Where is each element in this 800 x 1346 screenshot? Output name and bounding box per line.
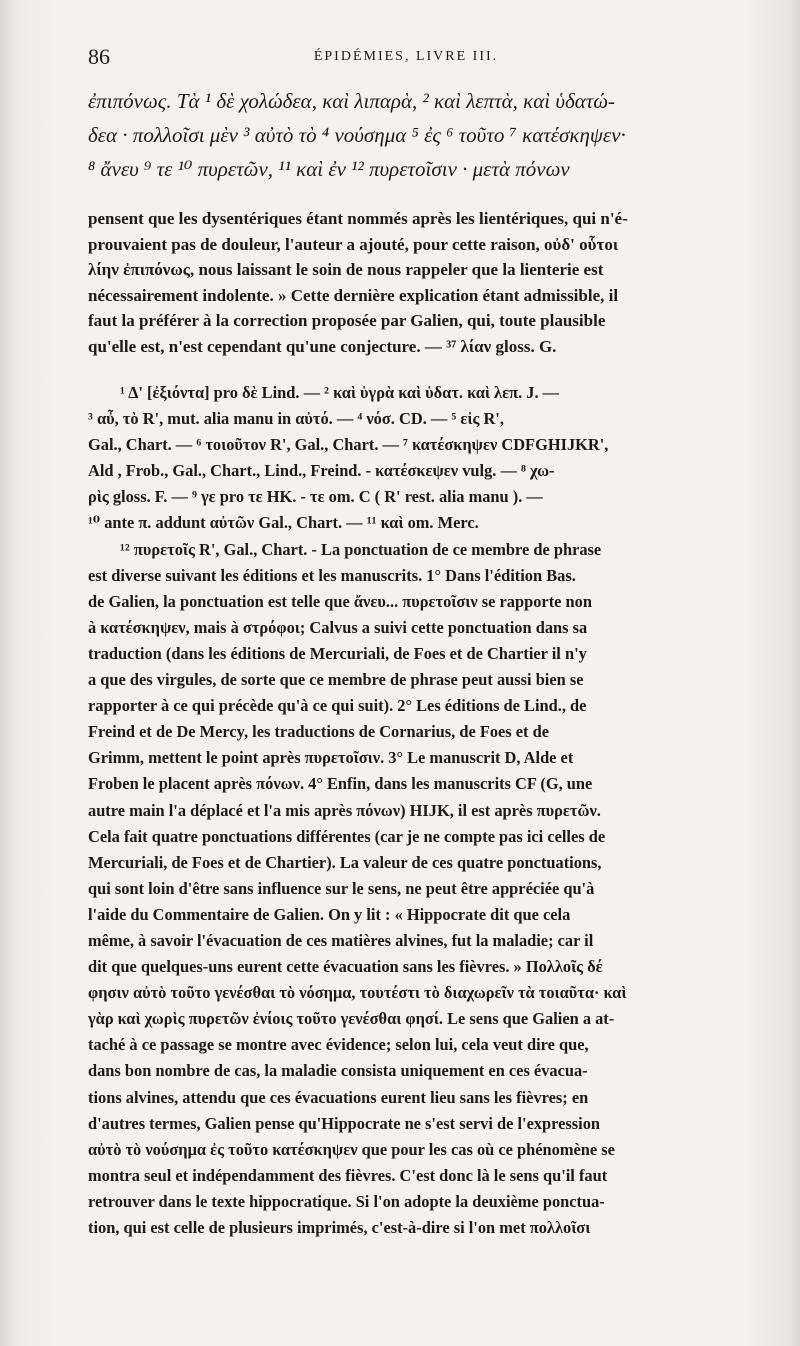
running-title: ÉPIDÉMIES, LIVRE III. <box>313 49 499 64</box>
note-line: a que des virgules, de sorte que ce membre de phrase peut aussi bien se <box>88 670 584 690</box>
note-line: dit que quelques-uns eurent cette évacuation sans les fièvres. » Πολλοῖς δέ <box>88 957 603 977</box>
note-line: ρὶς gloss. F. — ⁹ γε pro τε HK. - τε om. C ( R' rest. alia manu ). — <box>88 487 543 507</box>
note-line: Ald , Frob., Gal., Chart., Lind., Freind. - κατέσκεψεν vulg. — ⁸ χω- <box>88 461 555 481</box>
note-line: l'aide du Commentaire de Galien. On y lit : « Hippocrate dit que cela <box>88 904 571 924</box>
note-line: qui sont loin d'être sans influence sur le sens, ne peut être appréciée qu'à <box>88 878 595 898</box>
commentary-line: prouvaient pas de douleur, l'auteur a ajouté, pour cette raison, οὐδ' οὗτοι <box>88 234 619 254</box>
note-line: γὰρ καὶ χωρὶς πυρετῶν ἐνίοις τοῦτο γενέσθαι φησί. Le sens que Galien a at- <box>88 1009 615 1029</box>
footnotes <box>88 380 724 1241</box>
note-line: tions alvines, attendu que ces évacuations eurent lieu sans les fièvres; en <box>88 1087 589 1107</box>
note-line: Froben le placent après πόνων. 4° Enfin, dans les manuscrits CF (G, une <box>88 774 593 794</box>
commentary-line: faut la préférer à la correction proposée par Galien, qui, toute plausible <box>88 311 606 331</box>
commentary-line: λίην ἐπιπόνως, nous laissant le soin de nous rappeler que la lienterie est <box>88 260 604 280</box>
note-line: de Galien, la ponctuation est telle que ἄνευ... πυρετοῖσιν se rapporte non <box>88 591 592 611</box>
note-line: autre main l'a déplacé et l'a mis après πόνων) HIJK, il est après πυρετῶν. <box>88 800 601 820</box>
commentary-line: nécessairement indolente. » Cette dernière explication étant admissible, il <box>88 285 619 305</box>
note-line: Gal., Chart. — ⁶ τοιοῦτον R', Gal., Chart. — ⁷ κατέσκηψεν CDFGHIJKR', <box>88 435 609 455</box>
textual-notes <box>88 380 724 537</box>
note-line: Mercuriali, de Foes et de Chartier). La valeur de ces quatre ponctuations, <box>88 852 602 872</box>
note-line: taché à ce passage se montre avec évidence; selon lui, cela veut dire que, <box>88 1035 589 1055</box>
note-line: ³ αὖ, τὸ R', mut. alia manu in αὐτό. — ⁴ νόσ. CD. — ⁵ εἰς R', <box>88 409 504 429</box>
note-12 <box>88 537 724 1242</box>
greek-line: ἐπιπόνως. Τὰ ¹ δὲ χολώδεα, καὶ λιπαρὰ, ² καὶ λεπτὰ, καὶ ὑδατώ- <box>88 89 615 113</box>
note-line: φησιν αὐτὸ τοῦτο γενέσθαι τὸ νόσημα, τουτέστι τὸ διαχωρεῖν τὰ τοιαῦτα· καὶ <box>88 983 627 1003</box>
page-number: 86 <box>88 44 110 69</box>
note-line: à κατέσκηψεν, mais à στρόφοι; Calvus a suivi cette ponctuation dans sa <box>88 617 588 637</box>
note-line: est diverse suivant les éditions et les manuscrits. 1° Dans l'édition Bas. <box>88 565 576 585</box>
note-line: ¹⁰ ante π. addunt αὐτῶν Gal., Chart. — ¹¹ καὶ om. Merc. <box>88 513 479 533</box>
note-line: d'autres termes, Galien pense qu'Hippocrate ne s'est servi de l'expression <box>88 1113 601 1133</box>
note-line: tion, qui est celle de plusieurs imprimés, c'est-à-dire si l'on met πολλοῖσι <box>88 1218 591 1237</box>
note-line: rapporter à ce qui précède qu'à ce qui suit). 2° Les éditions de Lind., de <box>88 696 587 716</box>
note-line: même, à savoir l'évacuation de ces matières alvines, fut la maladie; car il <box>88 930 594 950</box>
note-line: montra seul et indépendamment des fièvres. C'est donc là le sens qu'il faut <box>88 1165 608 1185</box>
note-line: retrouver dans le texte hippocratique. Si l'on adopte la deuxième ponctua- <box>88 1191 605 1211</box>
greek-line: δεα · πολλοῖσι μὲν ³ αὐτὸ τὸ ⁴ νούσημα ⁵ ἐς ⁶ τοῦτο ⁷ κατέσκηψεν· <box>88 123 626 147</box>
commentary-line: qu'elle est, n'est cependant qu'une conjecture. — ³⁷ λίαν gloss. G. <box>88 336 557 356</box>
note-line: ¹ Δ' [ἐξιόντα] pro δὲ Lind. — ² καὶ ὑγρὰ καὶ ὑδατ. καὶ λεπ. J. — <box>120 383 560 402</box>
note-line: Grimm, mettent le point après πυρετοῖσιν. 3° Le manuscrit D, Alde et <box>88 748 574 768</box>
commentary-block <box>88 206 724 360</box>
note-line: dans bon nombre de cas, la maladie consista uniquement en ces évacua- <box>88 1061 588 1081</box>
note-line: αὐτὸ τὸ νούσημα ἐς τοῦτο κατέσκηψεν que pour les cas où ce phénomène se <box>88 1139 615 1159</box>
note-line: traduction (dans les éditions de Mercuriali, de Foes et de Chartier il n'y <box>88 643 587 663</box>
note-line: ¹² πυρετοῖς R', Gal., Chart. - La ponctuation de ce membre de phrase <box>120 539 602 559</box>
commentary-line: pensent que les dysentériques étant nommés après les lientériques, qui n'é- <box>88 209 628 228</box>
page-header <box>88 44 724 72</box>
greek-text-block <box>88 84 724 186</box>
greek-line: ⁸ ἄνευ ⁹ τε ¹⁰ πυρετῶν, ¹¹ καὶ ἐν ¹² πυρετοῖσιν · μετὰ πόνων <box>88 157 570 181</box>
note-line: Freind et de De Mercy, les traductions de Cornarius, de Foes et de <box>88 722 549 742</box>
note-line: Cela fait quatre ponctuations différentes (car je ne compte pas ici celles de <box>88 826 606 846</box>
